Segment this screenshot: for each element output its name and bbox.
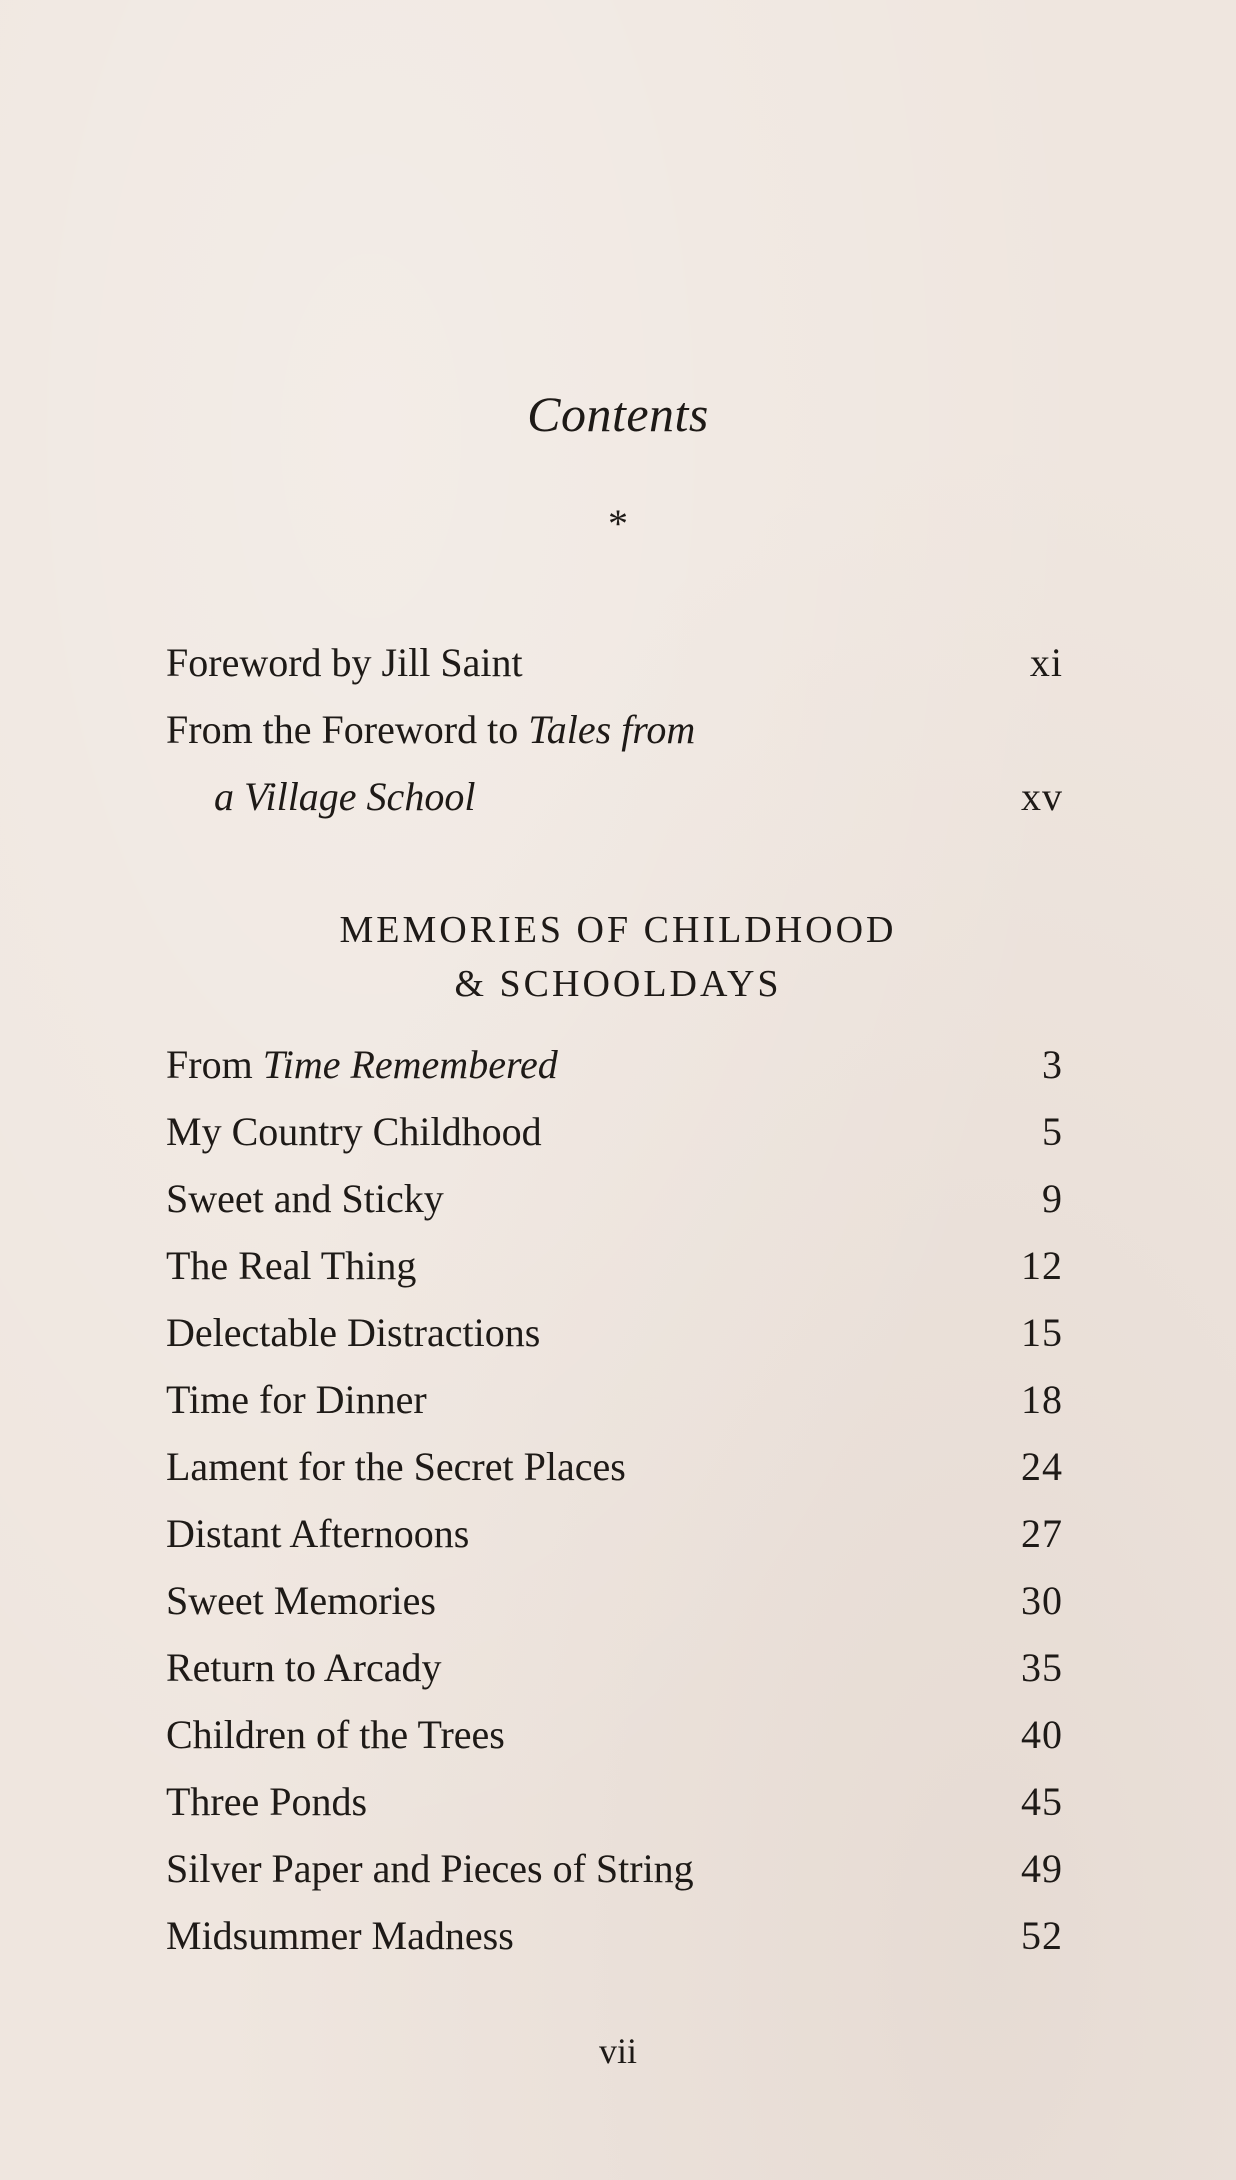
toc-entry-page: 35 xyxy=(1021,1645,1063,1690)
toc-entry-page: xv xyxy=(1021,774,1063,819)
toc-entry[interactable] xyxy=(166,1839,1063,1899)
toc-entry[interactable] xyxy=(166,1504,1063,1564)
toc-entry[interactable] xyxy=(166,1169,1063,1229)
toc-entry-page: 49 xyxy=(1021,1846,1063,1891)
toc-entry-page: 45 xyxy=(1021,1779,1063,1824)
toc-entry-label: Sweet and Sticky xyxy=(166,1176,444,1221)
toc-entry-page: 3 xyxy=(1042,1042,1063,1087)
toc-entry-label: Time for Dinner xyxy=(166,1377,427,1422)
toc-entry-label: From Time Remembered xyxy=(166,1042,558,1087)
section-heading-line1: MEMORIES OF CHILDHOOD xyxy=(339,909,897,951)
toc-entry[interactable] xyxy=(166,1303,1063,1363)
toc-entry[interactable] xyxy=(166,1035,1063,1095)
toc-entry-page: 52 xyxy=(1021,1913,1063,1958)
toc-entry[interactable] xyxy=(166,1437,1063,1497)
toc-entry[interactable] xyxy=(166,1772,1063,1832)
toc-entry-label: Return to Arcady xyxy=(166,1645,442,1690)
toc-entry[interactable] xyxy=(166,1705,1063,1765)
toc-entry-page: 9 xyxy=(1042,1176,1063,1221)
toc-entry-label: Silver Paper and Pieces of String xyxy=(166,1846,694,1891)
toc-entry-label: Three Ponds xyxy=(166,1779,368,1824)
toc-entry-foreword[interactable] xyxy=(166,633,1063,693)
toc-entry-page: 15 xyxy=(1021,1310,1063,1355)
toc-entry-label: Distant Afternoons xyxy=(166,1511,470,1556)
toc-entry-label: Children of the Trees xyxy=(166,1712,505,1757)
toc-entry-label: From the Foreword to Tales from xyxy=(166,707,696,752)
contents-title: Contents xyxy=(527,386,709,442)
toc-entry[interactable] xyxy=(166,1638,1063,1698)
toc-entry-label: The Real Thing xyxy=(166,1243,417,1288)
toc-entry[interactable] xyxy=(166,1102,1063,1162)
toc-entry-foreword-tales-continued[interactable] xyxy=(166,767,1063,827)
section-heading-line2: & SCHOOLDAYS xyxy=(454,963,782,1005)
toc-entry[interactable] xyxy=(166,1906,1063,1966)
toc-entry-page: 30 xyxy=(1021,1578,1063,1623)
toc-entry-page: 24 xyxy=(1021,1444,1063,1489)
toc-entry-page: 5 xyxy=(1042,1109,1063,1154)
toc-entry-label-continued: a Village School xyxy=(214,774,476,819)
toc-entry[interactable] xyxy=(166,1236,1063,1296)
toc-entry-label: My Country Childhood xyxy=(166,1109,542,1154)
toc-entry-label: Delectable Distractions xyxy=(166,1310,541,1355)
toc-entry-label: Foreword by Jill Saint xyxy=(166,640,523,685)
toc-entry[interactable] xyxy=(166,1571,1063,1631)
toc-entry-label: Sweet Memories xyxy=(166,1578,436,1623)
toc-entry-page: xi xyxy=(1029,640,1063,685)
toc-entry-label: Lament for the Secret Places xyxy=(166,1444,626,1489)
ornament-asterisk: * xyxy=(608,501,628,546)
page-folio: vii xyxy=(598,2031,637,2071)
toc-entry[interactable] xyxy=(166,1370,1063,1430)
toc-entry-foreword-tales[interactable] xyxy=(166,700,1063,760)
toc-entry-page: 18 xyxy=(1021,1377,1063,1422)
toc-entry-page: 12 xyxy=(1021,1243,1063,1288)
toc-entry-page: 27 xyxy=(1021,1511,1063,1556)
toc-entry-page: 40 xyxy=(1021,1712,1063,1757)
toc-entry-label: Midsummer Madness xyxy=(166,1913,514,1958)
